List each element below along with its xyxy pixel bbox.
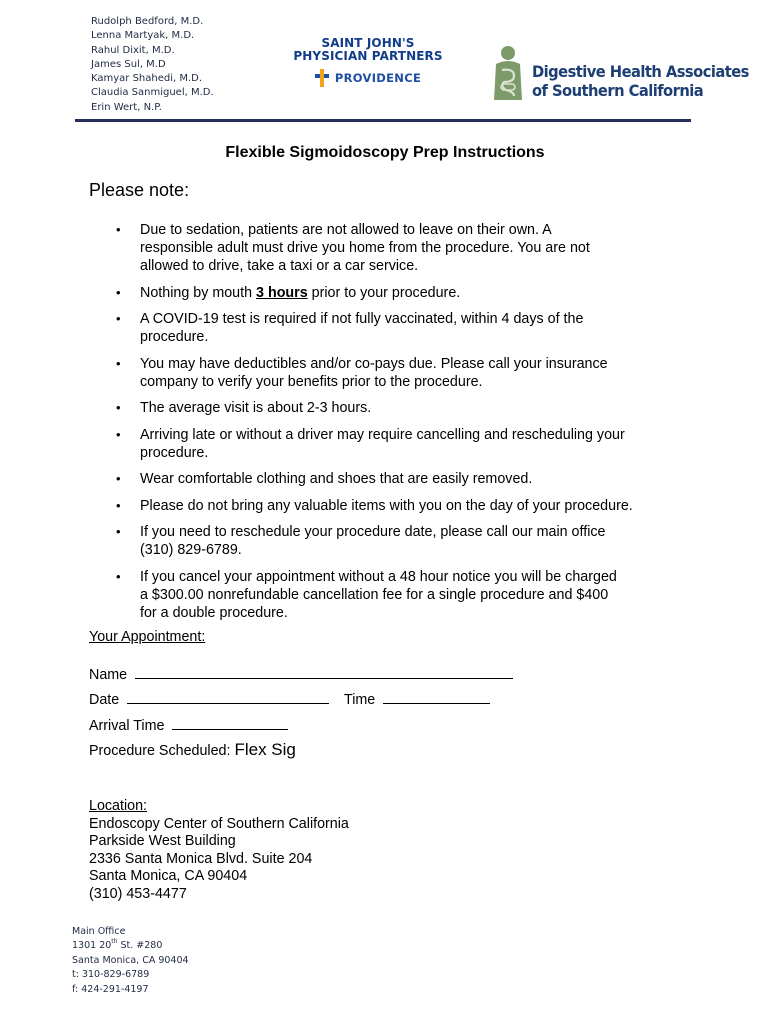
procedure-label: Procedure Scheduled: <box>89 743 231 759</box>
arrival-label: Arrival Time <box>89 718 165 734</box>
bullet-icon: • <box>116 524 121 539</box>
bullet-icon: • <box>116 284 121 300</box>
providence-wordmark: PROVIDENCE <box>334 71 422 85</box>
dha-logo <box>488 44 749 104</box>
list-item <box>91 284 681 302</box>
list-item-text: prior to your procedure. <box>307 284 461 301</box>
doctor-name: Lenna Martyak, M.D. <box>91 30 195 42</box>
doctor-name: Rudolph Bedford, M.D. <box>91 16 204 27</box>
list-item <box>91 568 681 622</box>
doctor-name: James Sul, M.D <box>91 58 166 70</box>
doctor-name: Rahul Dixit, M.D. <box>91 44 175 56</box>
list-item-line: Wear comfortable clothing and shoes that are easily removed. <box>140 471 533 487</box>
list-item-text: Nothing by mouth <box>140 284 257 301</box>
sjpp-providence-logo <box>293 37 443 87</box>
providence-logo <box>293 69 443 87</box>
list-item-line: You may have deductibles and/or co-pays due. Please call your insurance <box>140 355 608 372</box>
bullet-icon: • <box>116 400 121 415</box>
list-item-line: a $300.00 nonrefundable cancellation fee for a single procedure and $400 <box>140 586 609 603</box>
date-field-row <box>89 690 329 708</box>
location-line: (310) 453-4477 <box>89 885 187 902</box>
list-item <box>91 497 681 515</box>
list-item <box>91 523 681 559</box>
list-item-line: responsible adult must drive you home from the procedure. You are not <box>140 240 590 256</box>
list-item <box>91 310 681 346</box>
main-office-fax: f: 424-291-4197 <box>72 983 149 995</box>
bullet-icon: • <box>116 471 121 486</box>
list-item-line: allowed to drive, take a taxi or a car service. <box>140 258 419 274</box>
address-suffix: th <box>111 938 118 946</box>
date-label: Date <box>89 692 120 708</box>
arrival-line[interactable] <box>172 716 288 730</box>
page-title: Flexible Sigmoidoscopy Prep Instructions <box>225 144 545 161</box>
sjpp-logo-line2: PHYSICIAN PARTNERS <box>293 49 443 63</box>
bullet-icon: • <box>116 311 121 326</box>
sjpp-logo-line1: SAINT JOHN'S <box>321 36 415 50</box>
bullet-icon: • <box>116 426 121 442</box>
location-heading: Location: <box>89 798 148 814</box>
address-number: 1301 20 <box>72 940 112 952</box>
list-item-line: Arriving late or without a driver may require cancelling and rescheduling your <box>140 426 625 443</box>
main-office-footer <box>72 925 189 997</box>
note-heading: Please note: <box>89 180 190 200</box>
list-item <box>91 426 681 462</box>
date-line[interactable] <box>127 690 329 704</box>
emphasis-text: 3 hours <box>256 284 308 301</box>
dha-name-line1: Digestive Health Associates <box>532 62 749 81</box>
list-item-line: A COVID-19 test is required if not fully vaccinated, within 4 days of the <box>140 311 584 327</box>
main-office-phone: t: 310-829-6789 <box>72 969 150 981</box>
digestive-system-icon <box>488 44 528 102</box>
time-line[interactable] <box>383 690 490 704</box>
list-item-line: If you need to reschedule your procedure date, please call our main office <box>140 524 606 540</box>
list-item-line: Please do not bring any valuable items with you on the day of your procedure. <box>140 497 633 514</box>
instructions-list <box>91 221 681 630</box>
dha-name-line2: of Southern California <box>532 81 704 100</box>
bullet-icon: • <box>116 222 121 237</box>
location-line: 2336 Santa Monica Blvd. Suite 204 <box>89 850 313 867</box>
address-rest: St. #280 <box>117 940 163 952</box>
time-field-row <box>344 690 490 708</box>
bullet-icon: • <box>116 355 121 371</box>
doctor-name: Kamyar Shahedi, M.D. <box>91 73 203 85</box>
name-field-row <box>89 665 513 683</box>
list-item-line: for a double procedure. <box>140 604 288 621</box>
list-item-line: If you cancel your appointment without a 48 hour notice you will be charged <box>140 568 617 585</box>
list-item-line: company to verify your benefits prior to the procedure. <box>140 373 483 390</box>
arrival-field-row <box>89 716 288 734</box>
location-block <box>89 798 349 904</box>
procedure-row <box>89 740 296 760</box>
list-item <box>91 355 681 391</box>
procedure-value: Flex Sig <box>234 740 296 759</box>
appointment-heading: Your Appointment: <box>89 629 206 645</box>
list-item-line: procedure. <box>140 329 209 345</box>
main-office-city: Santa Monica, CA 90404 <box>72 954 189 966</box>
doctor-name: Claudia Sanmiguel, M.D. <box>91 87 214 99</box>
providence-cross-icon <box>315 69 329 87</box>
main-office-address <box>72 939 189 953</box>
list-item-line: (310) 829-6789. <box>140 542 242 558</box>
doctors-list <box>91 15 214 115</box>
main-office-label: Main Office <box>72 926 126 937</box>
list-item <box>91 399 681 417</box>
header-divider <box>75 119 691 122</box>
list-item <box>91 221 681 275</box>
list-item-line: procedure. <box>140 444 209 461</box>
name-label: Name <box>89 667 128 683</box>
bullet-icon: • <box>116 497 121 513</box>
location-line: Endoscopy Center of Southern California <box>89 815 349 832</box>
time-label: Time <box>344 692 376 708</box>
name-line[interactable] <box>135 665 513 679</box>
list-item <box>91 470 681 488</box>
list-item-line: The average visit is about 2-3 hours. <box>140 400 372 416</box>
list-item-line: Due to sedation, patients are not allowed to leave on their own. A <box>140 222 552 238</box>
bullet-icon: • <box>116 568 121 584</box>
location-line: Parkside West Building <box>89 833 236 850</box>
doctor-name: Erin Wert, N.P. <box>91 101 162 113</box>
location-line: Santa Monica, CA 90404 <box>89 868 248 885</box>
